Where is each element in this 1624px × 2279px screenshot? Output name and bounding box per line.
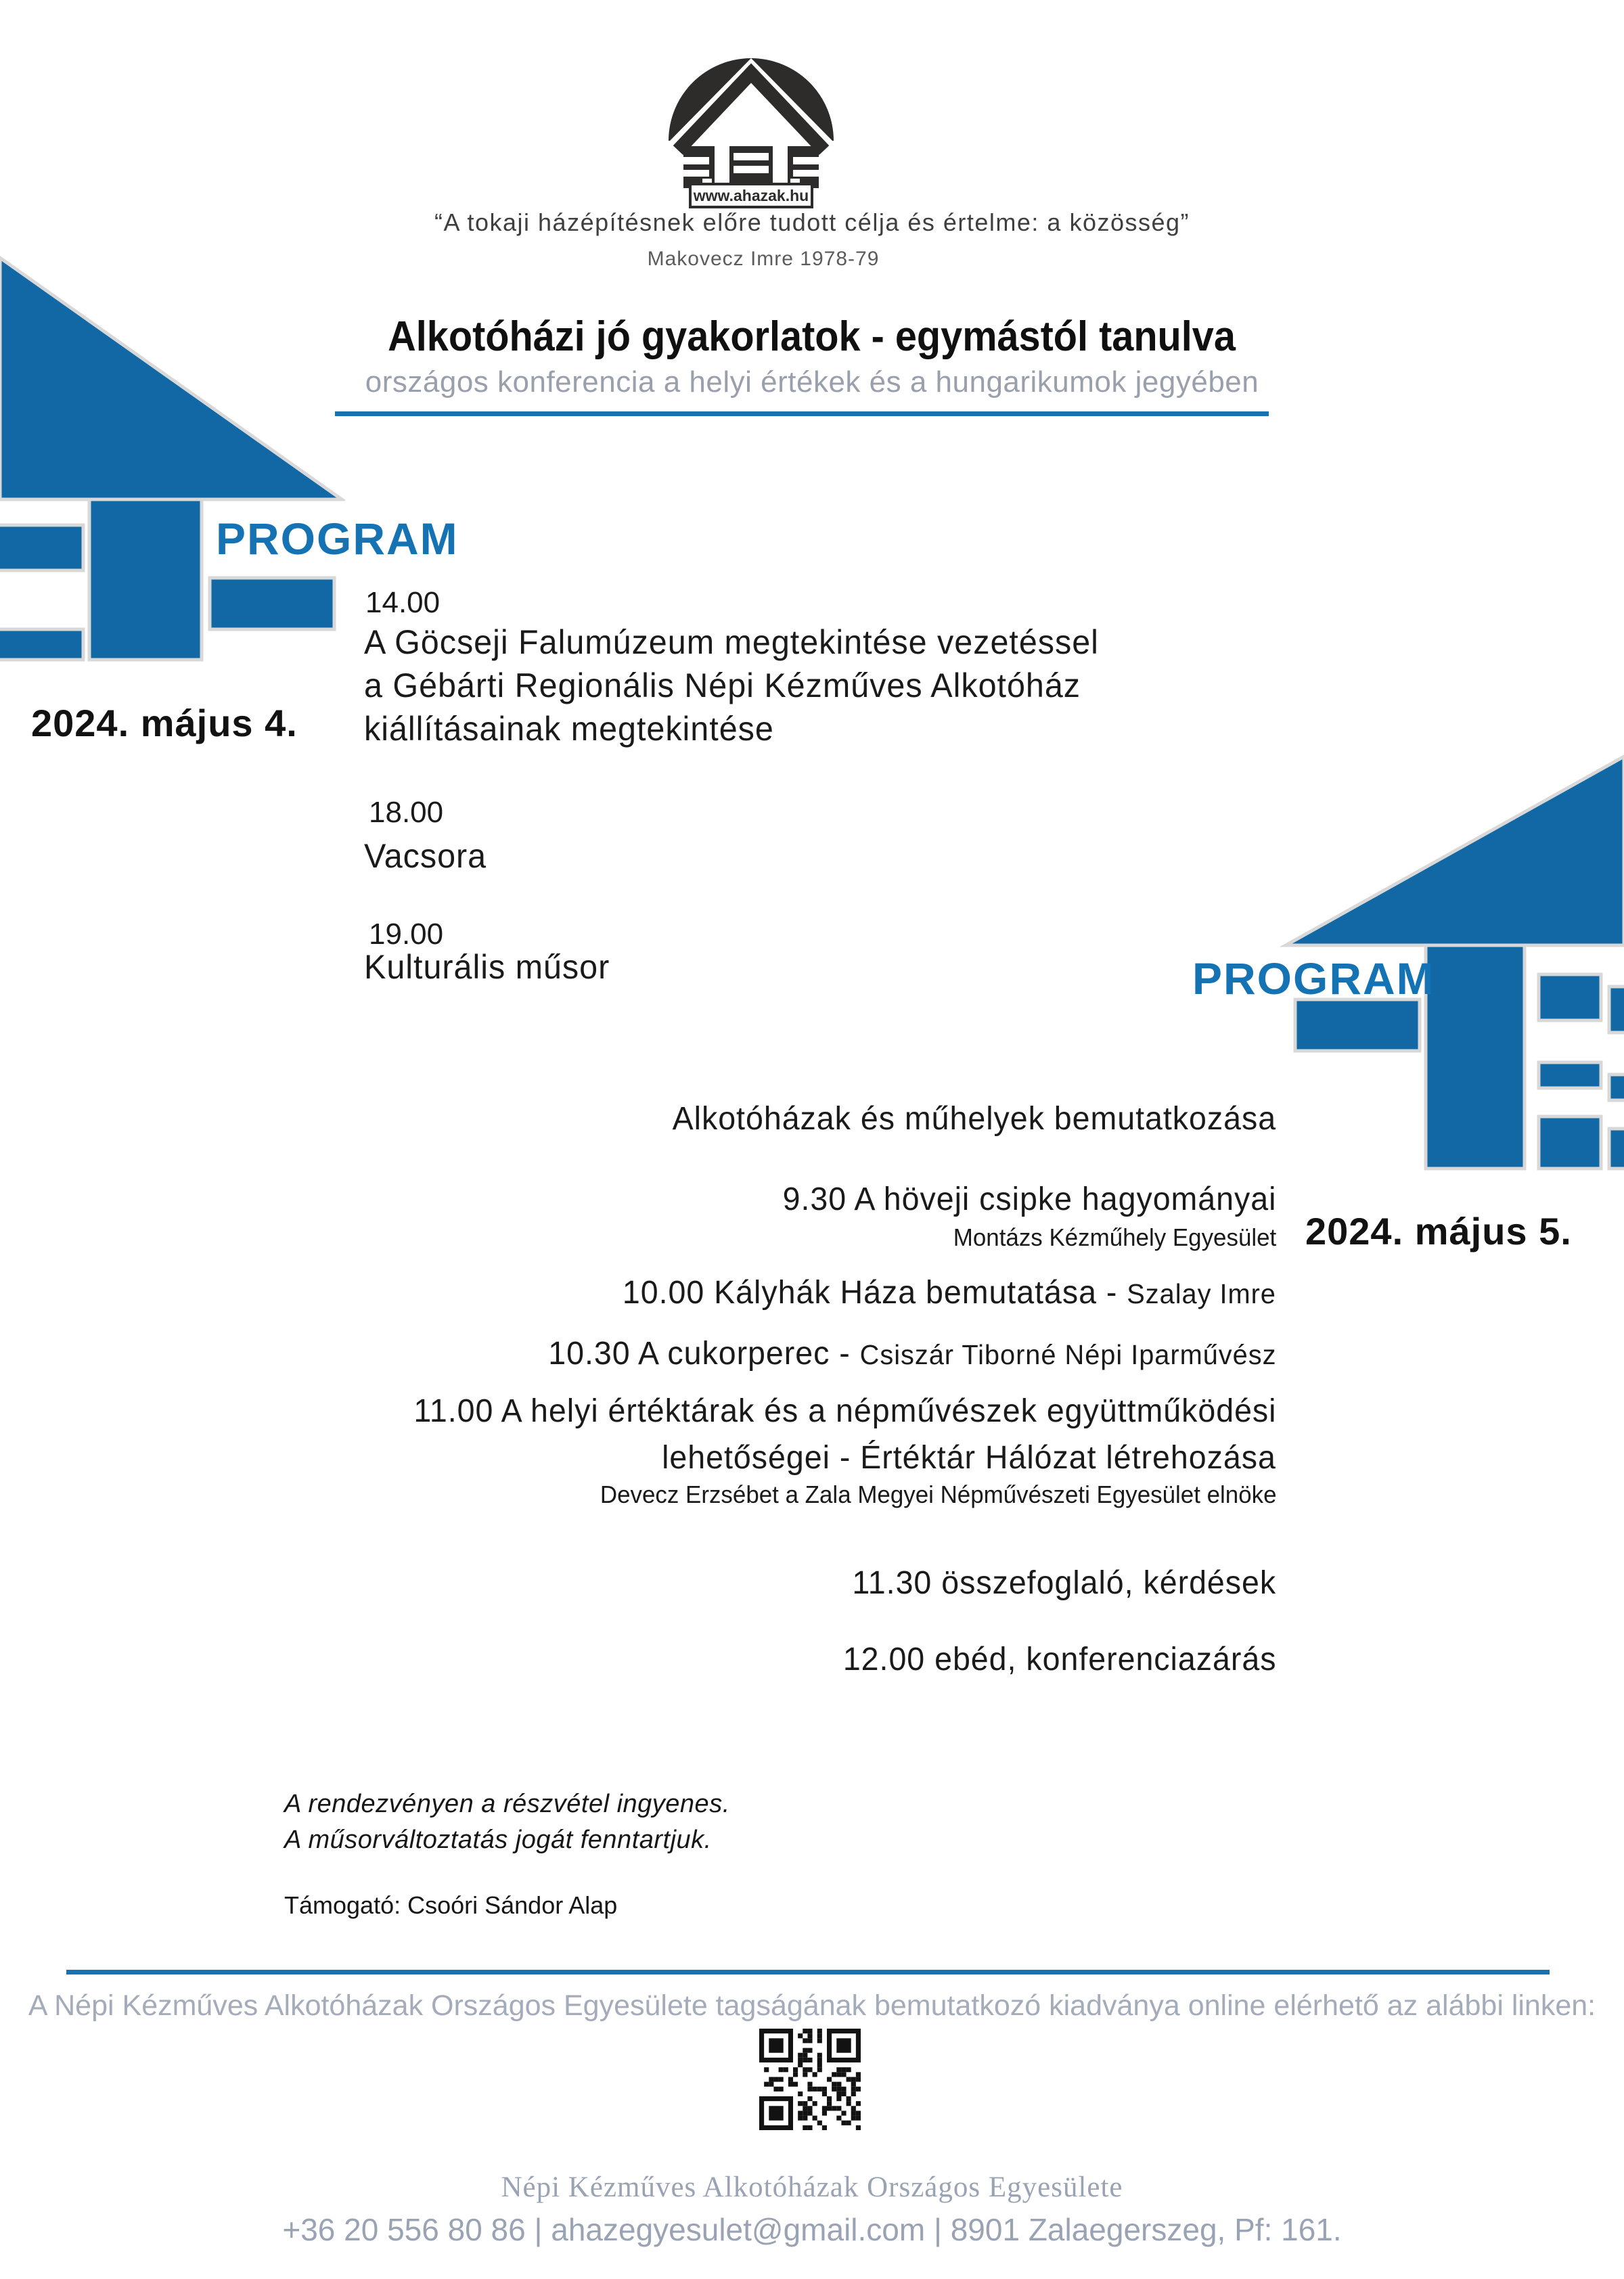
day2-row: 11.30 összefoglaló, kérdések [852,1565,1276,1601]
qr-code [759,2029,861,2130]
house-right-column [1426,945,1525,1169]
program-label-day2: PROGRAM [1192,953,1435,1003]
quote-text: “A tokaji házépítésnek előre tudott célja és értelme: a közösség” [434,208,1190,236]
footer-divider [66,1970,1550,1975]
footer-link-note: A Népi Kézműves Alkotóházak Országos Egyesülete tagságának bemutatkozó kiadványa online elérhető az alábbi linken: [28,1989,1596,2022]
ahazak-logo [663,39,839,210]
date-day1: 2024. május 4. [31,702,298,744]
logo-url-text: www.ahazak.hu [693,187,809,204]
house-right-window [1295,999,1420,1051]
program-change-note: A műsorváltoztatás jogát fenntartjuk. [284,1826,712,1854]
date-day2: 2024. május 5. [1305,1210,1572,1253]
page-title-text: Alkotóházi jó gyakorlatok - egymástól tanulva [388,313,1236,360]
day1-item-line: kiállításainak megtekintése [364,710,774,748]
house-right-stripe-2 [1539,1062,1601,1088]
day2-row [623,1274,1276,1311]
day1-item-time: 18.00 [369,796,444,829]
day2-row: 11.00 A helyi értéktárak és a népművészek együttműködési [413,1393,1276,1429]
page-title [0,313,1624,361]
day1-item-line: Vacsora [364,837,487,875]
house-logo-icon [663,39,839,210]
program-label-day1: PROGRAM [216,514,459,564]
page-subtitle: országos konferencia a helyi értékek és a hungarikumok jegyében [365,365,1259,399]
day2-row-suffix: Csiszár Tiborné Népi Iparművész [859,1339,1276,1370]
house-left-stripe-1 [0,525,83,570]
day2-row-sub: Montázs Kézműhely Egyesület [953,1223,1276,1251]
sponsor-line: Támogató: Csoóri Sándor Alap [284,1891,618,1919]
house-right-stripe-2b [1609,1075,1624,1100]
day2-row-suffix: Szalay Imre [1127,1278,1276,1309]
day1-item-line: A Göcseji Falumúzeum megtekintése vezetéssel [364,623,1099,661]
day1-item-time: 19.00 [369,918,444,951]
day1-item-line: Kulturális műsor [364,948,610,986]
house-right-roof [1286,757,1624,945]
footer-org-name: Népi Kézműves Alkotóházak Országos Egyesülete [501,2171,1123,2203]
quote-attribution: Makovecz Imre 1978-79 [647,248,880,270]
house-left-window [210,578,334,629]
free-entry-note: A rendezvényen a részvétel ingyenes. [284,1790,730,1818]
day2-row: 9.30 A höveji csipke hagyományai [782,1181,1276,1217]
house-left-column [89,499,202,660]
title-divider [335,411,1269,416]
day2-row: lehetőségei - Értéktár Hálózat létrehozása [662,1440,1276,1476]
day2-row-sub: Devecz Erzsébet a Zala Megyei Népművészeti Egyesület elnöke [600,1481,1276,1508]
house-right-block-b [1609,1129,1624,1169]
day2-row-main-text: 10.00 Kályhák Háza bemutatása - [622,1275,1127,1311]
house-right-block [1539,1116,1601,1169]
house-right-stripe-1b [1609,987,1624,1033]
house-right-stripe-1 [1539,974,1601,1020]
house-left-stripe-2 [0,629,83,660]
day2-row-main-text: 10.30 A cukorperec - [547,1336,860,1372]
day1-item-line: a Gébárti Regionális Népi Kézműves Alkotóház [364,667,1081,704]
day2-row: 12.00 ebéd, konferenciazárás [842,1642,1276,1677]
day2-row: Alkotóházak és műhelyek bemutatkozása [672,1101,1276,1137]
day2-row [548,1335,1276,1372]
footer-contact: +36 20 556 80 86 | ahazegyesulet@gmail.com | 8901 Zalaegerszeg, Pf: 161. [282,2212,1342,2247]
day1-item-time: 14.00 [365,586,441,619]
